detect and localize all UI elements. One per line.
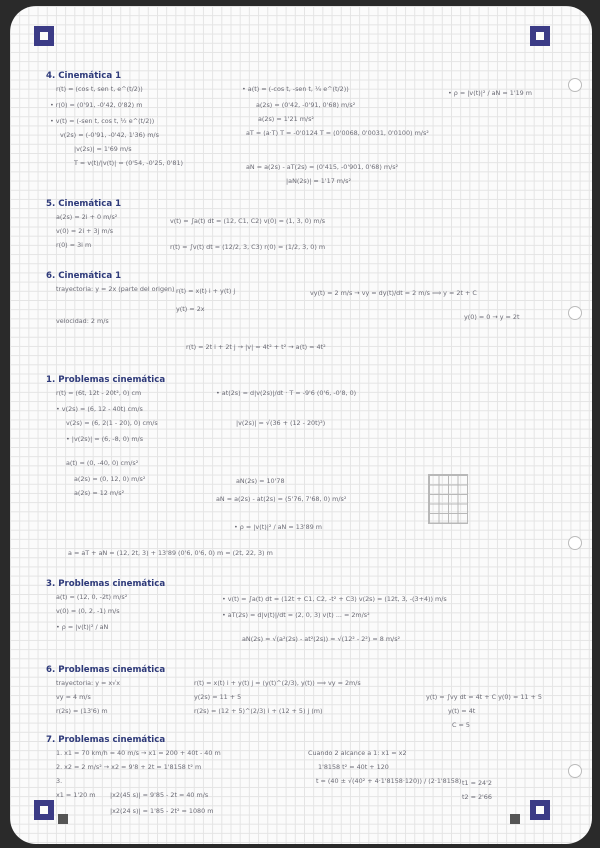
handwritten-line: v(2s) = (-0'91, -0'42, 1'36) m/s — [60, 131, 159, 139]
handwritten-line: |aN(2s)| = 1'17 m/s² — [286, 177, 352, 185]
handwritten-line: v(2s) = (6, 2(1 - 20), 0) cm/s — [66, 419, 158, 427]
handwritten-line: 1'8158 t² = 40t + 120 — [318, 763, 389, 771]
handwritten-line: C = 5 — [452, 721, 470, 729]
handwritten-line: |x2(24 s)| = 1'85 - 2t² = 1080 m — [110, 807, 214, 815]
binder-hole-icon — [568, 78, 582, 92]
handwritten-line: velocidad: 2 m/s — [56, 317, 109, 325]
section-heading: 6. Problemas cinemática — [46, 665, 166, 675]
handwritten-line: a = aT + aN = (12, 2t, 3) + 13'89 (0'6, 0'6, 0) m = (2t, 22, 3) m — [68, 549, 273, 557]
handwritten-line: r(2s) = (13'6) m — [56, 707, 108, 715]
notebook-page — [10, 6, 592, 844]
handwritten-line: a(t) = (12, 0, -2t) m/s² — [56, 593, 128, 601]
handwritten-line: r(t) = x(t) i + y(t) j — [176, 287, 236, 295]
handwritten-line: |x2(45 s)| = 9'85 - 2t = 40 m/s — [110, 791, 209, 799]
handwritten-line: vy(t) = 2 m/s → vy = dy(t)/dt = 2 m/s ⟹ y = 2t + C — [310, 289, 477, 297]
handwritten-line: r(t) = 2t i + 2t j → |v| = 4t² + t² → a(t) = 4t² — [186, 343, 326, 351]
handwritten-line: a(2s) = 12 m/s² — [74, 489, 125, 497]
handwritten-line: v(0) = (0, 2, -1) m/s — [56, 607, 120, 615]
handwritten-line: r(0) = 3i m — [56, 241, 92, 249]
handwritten-line: • at(2s) = d|v(2s)|/dt · T = -9'6 (0'6, -0'8, 0) — [216, 389, 357, 397]
handwritten-line: y(0) = 0 → y = 2t — [464, 313, 520, 321]
handwritten-line: vy = 4 m/s — [56, 693, 91, 701]
handwritten-line: Cuando 2 alcance a 1: x1 = x2 — [308, 749, 407, 757]
handwritten-line: r(t) = x(t) i + y(t) j = (y(t)^(2/3), y(t)) ⟹ vy = 2m/s — [194, 679, 361, 687]
handwritten-line: trayectoria: y = x√x — [56, 679, 121, 687]
handwritten-line: T = v(t)/|v(t)| = (0'54, -0'25, 0'81) — [74, 159, 184, 167]
handwritten-line: y(t) = 2x — [176, 305, 205, 313]
corner-marker-icon — [34, 26, 54, 46]
section-heading: 1. Problemas cinemática — [46, 375, 166, 385]
handwritten-line: • ρ = |v(t)|² / aN — [56, 623, 109, 631]
handwritten-line: • |v(2s)| = (6, -8, 0) m/s — [66, 435, 144, 443]
corner-marker-icon — [530, 26, 550, 46]
square-marker-icon — [58, 814, 68, 824]
handwritten-line: t1 = 24'2 — [462, 779, 492, 787]
handwritten-line: • ρ = |v(t)|² / aN = 1'19 m — [448, 89, 532, 97]
handwritten-line: • r(0) = (0'91, -0'42, 0'82) m — [50, 101, 143, 109]
binder-hole-icon — [568, 536, 582, 550]
section-heading: 7. Problemas cinemática — [46, 735, 166, 745]
handwritten-line: • ρ = |v(t)|² / aN = 13'89 m — [234, 523, 323, 531]
handwritten-line: • v(t) = (-sen t, cos t, ½ e^(t/2)) — [50, 117, 155, 125]
handwritten-line: x1 = 1'20 m — [56, 791, 96, 799]
handwritten-line: • a(t) = (-cos t, -sen t, ¼ e^(t/2)) — [242, 85, 349, 93]
handwritten-line: y(2s) = 11 + 5 — [194, 693, 242, 701]
handwritten-line: a(2s) = 2i + 0 m/s² — [56, 213, 118, 221]
handwritten-line: 2. x2 = 2 m/s² → x2 = 9'8 + 2t = 1'8158 t² m — [56, 763, 202, 771]
handwritten-line: aN = a(2s) - at(2s) = (5'76, 7'68, 0) m/s² — [216, 495, 347, 503]
handwritten-line: aN(2s) = √(a²(2s) - at²(2s)) = √(12² - 2²) = 8 m/s² — [242, 635, 401, 643]
corner-marker-icon — [530, 800, 550, 820]
section-heading: 6. Cinemática 1 — [46, 271, 122, 281]
square-marker-icon — [510, 814, 520, 824]
handwritten-line: r(t) = ∫v(t) dt = (12/2, 3, C3) r(0) = (1/2, 3, 0) m — [170, 243, 326, 251]
handwritten-line: |v(2s)| = 1'69 m/s — [74, 145, 132, 153]
handwritten-line: |v(2s)| = √(36 + (12 - 20t)²) — [236, 419, 326, 427]
handwritten-line: v(t) = ∫a(t) dt = (12, C1, C2) v(0) = (1, 3, 0) m/s — [170, 217, 326, 225]
handwritten-line: aN = a(2s) - aT(2s) = (0'415, -0'901, 0'68) m/s² — [246, 163, 399, 171]
binder-hole-icon — [568, 306, 582, 320]
handwritten-line: • aT(2s) = d|v(t)|/dt = (2, 0, 3) v(t) ... = 2m/s² — [222, 611, 370, 619]
handwritten-line: v(0) = 2i + 3j m/s — [56, 227, 114, 235]
handwritten-line: r(2s) = (12 + 5)^(2/3) i + (12 + 5) j (m) — [194, 707, 323, 715]
handwritten-line: • v(2s) = (6, 12 - 40t) cm/s — [56, 405, 143, 413]
handwritten-line: a(t) = (0, -40, 0) cm/s² — [66, 459, 139, 467]
section-heading: 3. Problemas cinemática — [46, 579, 166, 589]
handwritten-line: t2 = 2'66 — [462, 793, 492, 801]
handwritten-line: r(t) = (cos t, sen t, e^(t/2)) — [56, 85, 143, 93]
handwritten-line: a(2s) = 1'21 m/s² — [258, 115, 314, 123]
handwritten-line: • v(t) = ∫a(t) dt = (12t + C1, C2, -t² + C3) v(2s) = (12t, 3, -(3+4)) m/s — [222, 595, 447, 603]
corner-marker-icon — [34, 800, 54, 820]
handwritten-line: y(t) = ∫vy dt = 4t + C y(0) = 11 + 5 — [426, 693, 542, 701]
handwritten-line: y(t) = 4t — [448, 707, 476, 715]
handwritten-line: 3. — [56, 777, 63, 785]
binder-hole-icon — [568, 764, 582, 778]
section-heading: 5. Cinemática 1 — [46, 199, 122, 209]
graph-sketch — [428, 474, 468, 524]
section-heading: 4. Cinemática 1 — [46, 71, 122, 81]
handwritten-line: aT = (a·T) T = -0'0124 T = (0'0068, 0'0031, 0'0100) m/s² — [246, 129, 429, 137]
handwritten-line: a(2s) = (0, 12, 0) m/s² — [74, 475, 146, 483]
handwritten-line: aN(2s) = 10'78 — [236, 477, 285, 485]
handwritten-line: trayectoria: y = 2x (parte del origen) — [56, 285, 175, 293]
handwritten-line: 1. x1 = 70 km/h = 40 m/s → x1 = 200 + 40t - 40 m — [56, 749, 221, 757]
handwritten-line: t = (40 ± √(40² + 4·1'8158·120)) / (2·1'8158) — [316, 777, 462, 785]
handwritten-line: r(t) = (6t, 12t - 20t², 0) cm — [56, 389, 142, 397]
handwritten-line: a(2s) = (0'42, -0'91, 0'68) m/s² — [256, 101, 356, 109]
